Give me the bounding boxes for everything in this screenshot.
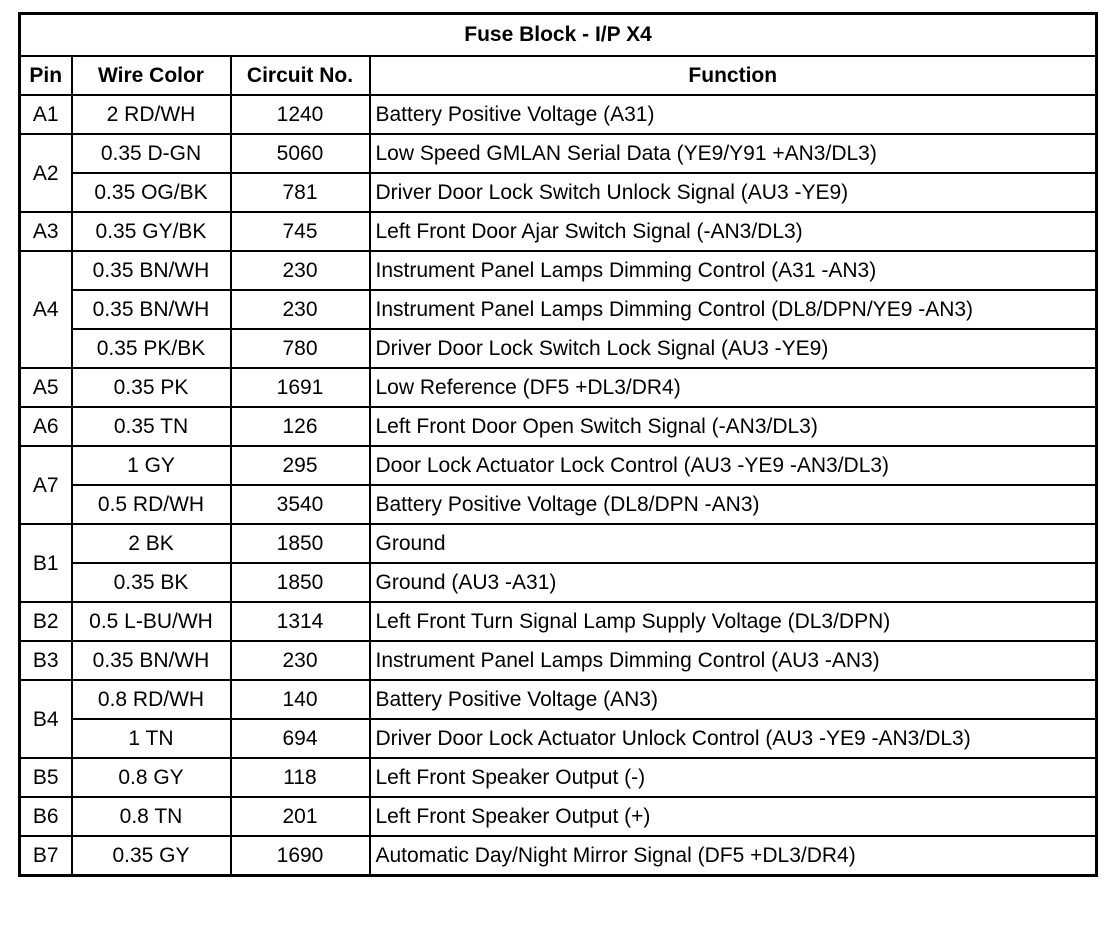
table-row xyxy=(20,602,1097,641)
function-cell: Low Reference (DF5 +DL3/DR4) xyxy=(370,368,1097,407)
table-row xyxy=(20,563,1097,602)
wire-color-cell: 2 BK xyxy=(72,524,231,563)
wire-color-cell: 0.35 BN/WH xyxy=(72,290,231,329)
header-circuit-no: Circuit No. xyxy=(231,56,370,95)
circuit-no-cell: 230 xyxy=(231,251,370,290)
function-cell: Left Front Door Open Switch Signal (-AN3/DL3) xyxy=(370,407,1097,446)
wire-color-cell: 0.35 TN xyxy=(72,407,231,446)
circuit-no-cell: 201 xyxy=(231,797,370,836)
circuit-no-cell: 1850 xyxy=(231,563,370,602)
wire-color-cell: 0.35 BN/WH xyxy=(72,251,231,290)
wire-color-cell: 1 GY xyxy=(72,446,231,485)
function-cell: Battery Positive Voltage (AN3) xyxy=(370,680,1097,719)
table-body xyxy=(20,95,1097,876)
fuse-block-table xyxy=(18,12,1098,877)
table-row xyxy=(20,95,1097,134)
function-cell: Battery Positive Voltage (DL8/DPN -AN3) xyxy=(370,485,1097,524)
wire-color-cell: 0.35 OG/BK xyxy=(72,173,231,212)
circuit-no-cell: 1691 xyxy=(231,368,370,407)
title-row xyxy=(20,14,1097,57)
function-cell: Left Front Turn Signal Lamp Supply Voltage (DL3/DPN) xyxy=(370,602,1097,641)
circuit-no-cell: 126 xyxy=(231,407,370,446)
table-row xyxy=(20,524,1097,563)
wire-color-cell: 0.35 BN/WH xyxy=(72,641,231,680)
circuit-no-cell: 694 xyxy=(231,719,370,758)
function-cell: Low Speed GMLAN Serial Data (YE9/Y91 +AN3/DL3) xyxy=(370,134,1097,173)
table-row xyxy=(20,134,1097,173)
function-cell: Automatic Day/Night Mirror Signal (DF5 +DL3/DR4) xyxy=(370,836,1097,876)
pin-cell: B3 xyxy=(20,641,72,680)
function-cell: Door Lock Actuator Lock Control (AU3 -YE9 -AN3/DL3) xyxy=(370,446,1097,485)
pin-cell: A6 xyxy=(20,407,72,446)
circuit-no-cell: 1690 xyxy=(231,836,370,876)
function-cell: Battery Positive Voltage (A31) xyxy=(370,95,1097,134)
table-row xyxy=(20,446,1097,485)
pin-cell: A7 xyxy=(20,446,72,524)
pin-cell: A3 xyxy=(20,212,72,251)
circuit-no-cell: 118 xyxy=(231,758,370,797)
circuit-no-cell: 3540 xyxy=(231,485,370,524)
wire-color-cell: 0.35 PK xyxy=(72,368,231,407)
wire-color-cell: 2 RD/WH xyxy=(72,95,231,134)
circuit-no-cell: 745 xyxy=(231,212,370,251)
circuit-no-cell: 1314 xyxy=(231,602,370,641)
table-row xyxy=(20,641,1097,680)
wire-color-cell: 0.35 GY xyxy=(72,836,231,876)
wire-color-cell: 0.35 GY/BK xyxy=(72,212,231,251)
header-row xyxy=(20,56,1097,95)
wire-color-cell: 0.8 TN xyxy=(72,797,231,836)
table-row xyxy=(20,290,1097,329)
header-function: Function xyxy=(370,56,1097,95)
table-row xyxy=(20,797,1097,836)
circuit-no-cell: 1240 xyxy=(231,95,370,134)
wire-color-cell: 0.35 BK xyxy=(72,563,231,602)
function-cell: Driver Door Lock Switch Lock Signal (AU3 -YE9) xyxy=(370,329,1097,368)
circuit-no-cell: 5060 xyxy=(231,134,370,173)
table-row xyxy=(20,407,1097,446)
pin-cell: B4 xyxy=(20,680,72,758)
circuit-no-cell: 230 xyxy=(231,290,370,329)
circuit-no-cell: 295 xyxy=(231,446,370,485)
function-cell: Driver Door Lock Switch Unlock Signal (AU3 -YE9) xyxy=(370,173,1097,212)
table-row xyxy=(20,758,1097,797)
pin-cell: B5 xyxy=(20,758,72,797)
pin-cell: B7 xyxy=(20,836,72,876)
table-row xyxy=(20,329,1097,368)
wire-color-cell: 1 TN xyxy=(72,719,231,758)
function-cell: Instrument Panel Lamps Dimming Control (A31 -AN3) xyxy=(370,251,1097,290)
wire-color-cell: 0.35 PK/BK xyxy=(72,329,231,368)
header-wire-color: Wire Color xyxy=(72,56,231,95)
table-row xyxy=(20,485,1097,524)
table-title: Fuse Block - I/P X4 xyxy=(20,14,1097,57)
table-row xyxy=(20,173,1097,212)
function-cell: Left Front Speaker Output (-) xyxy=(370,758,1097,797)
pin-cell: B2 xyxy=(20,602,72,641)
pin-cell: A1 xyxy=(20,95,72,134)
wire-color-cell: 0.35 D-GN xyxy=(72,134,231,173)
table-row xyxy=(20,836,1097,876)
wire-color-cell: 0.8 RD/WH xyxy=(72,680,231,719)
function-cell: Ground xyxy=(370,524,1097,563)
table-row xyxy=(20,719,1097,758)
wire-color-cell: 0.8 GY xyxy=(72,758,231,797)
circuit-no-cell: 1850 xyxy=(231,524,370,563)
table-row xyxy=(20,368,1097,407)
function-cell: Left Front Door Ajar Switch Signal (-AN3/DL3) xyxy=(370,212,1097,251)
pin-cell: A2 xyxy=(20,134,72,212)
table-row xyxy=(20,251,1097,290)
circuit-no-cell: 140 xyxy=(231,680,370,719)
circuit-no-cell: 780 xyxy=(231,329,370,368)
function-cell: Ground (AU3 -A31) xyxy=(370,563,1097,602)
pin-cell: A4 xyxy=(20,251,72,368)
pin-cell: B6 xyxy=(20,797,72,836)
function-cell: Left Front Speaker Output (+) xyxy=(370,797,1097,836)
wire-color-cell: 0.5 L-BU/WH xyxy=(72,602,231,641)
table-row xyxy=(20,680,1097,719)
wire-color-cell: 0.5 RD/WH xyxy=(72,485,231,524)
header-pin: Pin xyxy=(20,56,72,95)
pin-cell: B1 xyxy=(20,524,72,602)
table-row xyxy=(20,212,1097,251)
pin-cell: A5 xyxy=(20,368,72,407)
circuit-no-cell: 781 xyxy=(231,173,370,212)
function-cell: Instrument Panel Lamps Dimming Control (DL8/DPN/YE9 -AN3) xyxy=(370,290,1097,329)
function-cell: Driver Door Lock Actuator Unlock Control (AU3 -YE9 -AN3/DL3) xyxy=(370,719,1097,758)
circuit-no-cell: 230 xyxy=(231,641,370,680)
function-cell: Instrument Panel Lamps Dimming Control (AU3 -AN3) xyxy=(370,641,1097,680)
